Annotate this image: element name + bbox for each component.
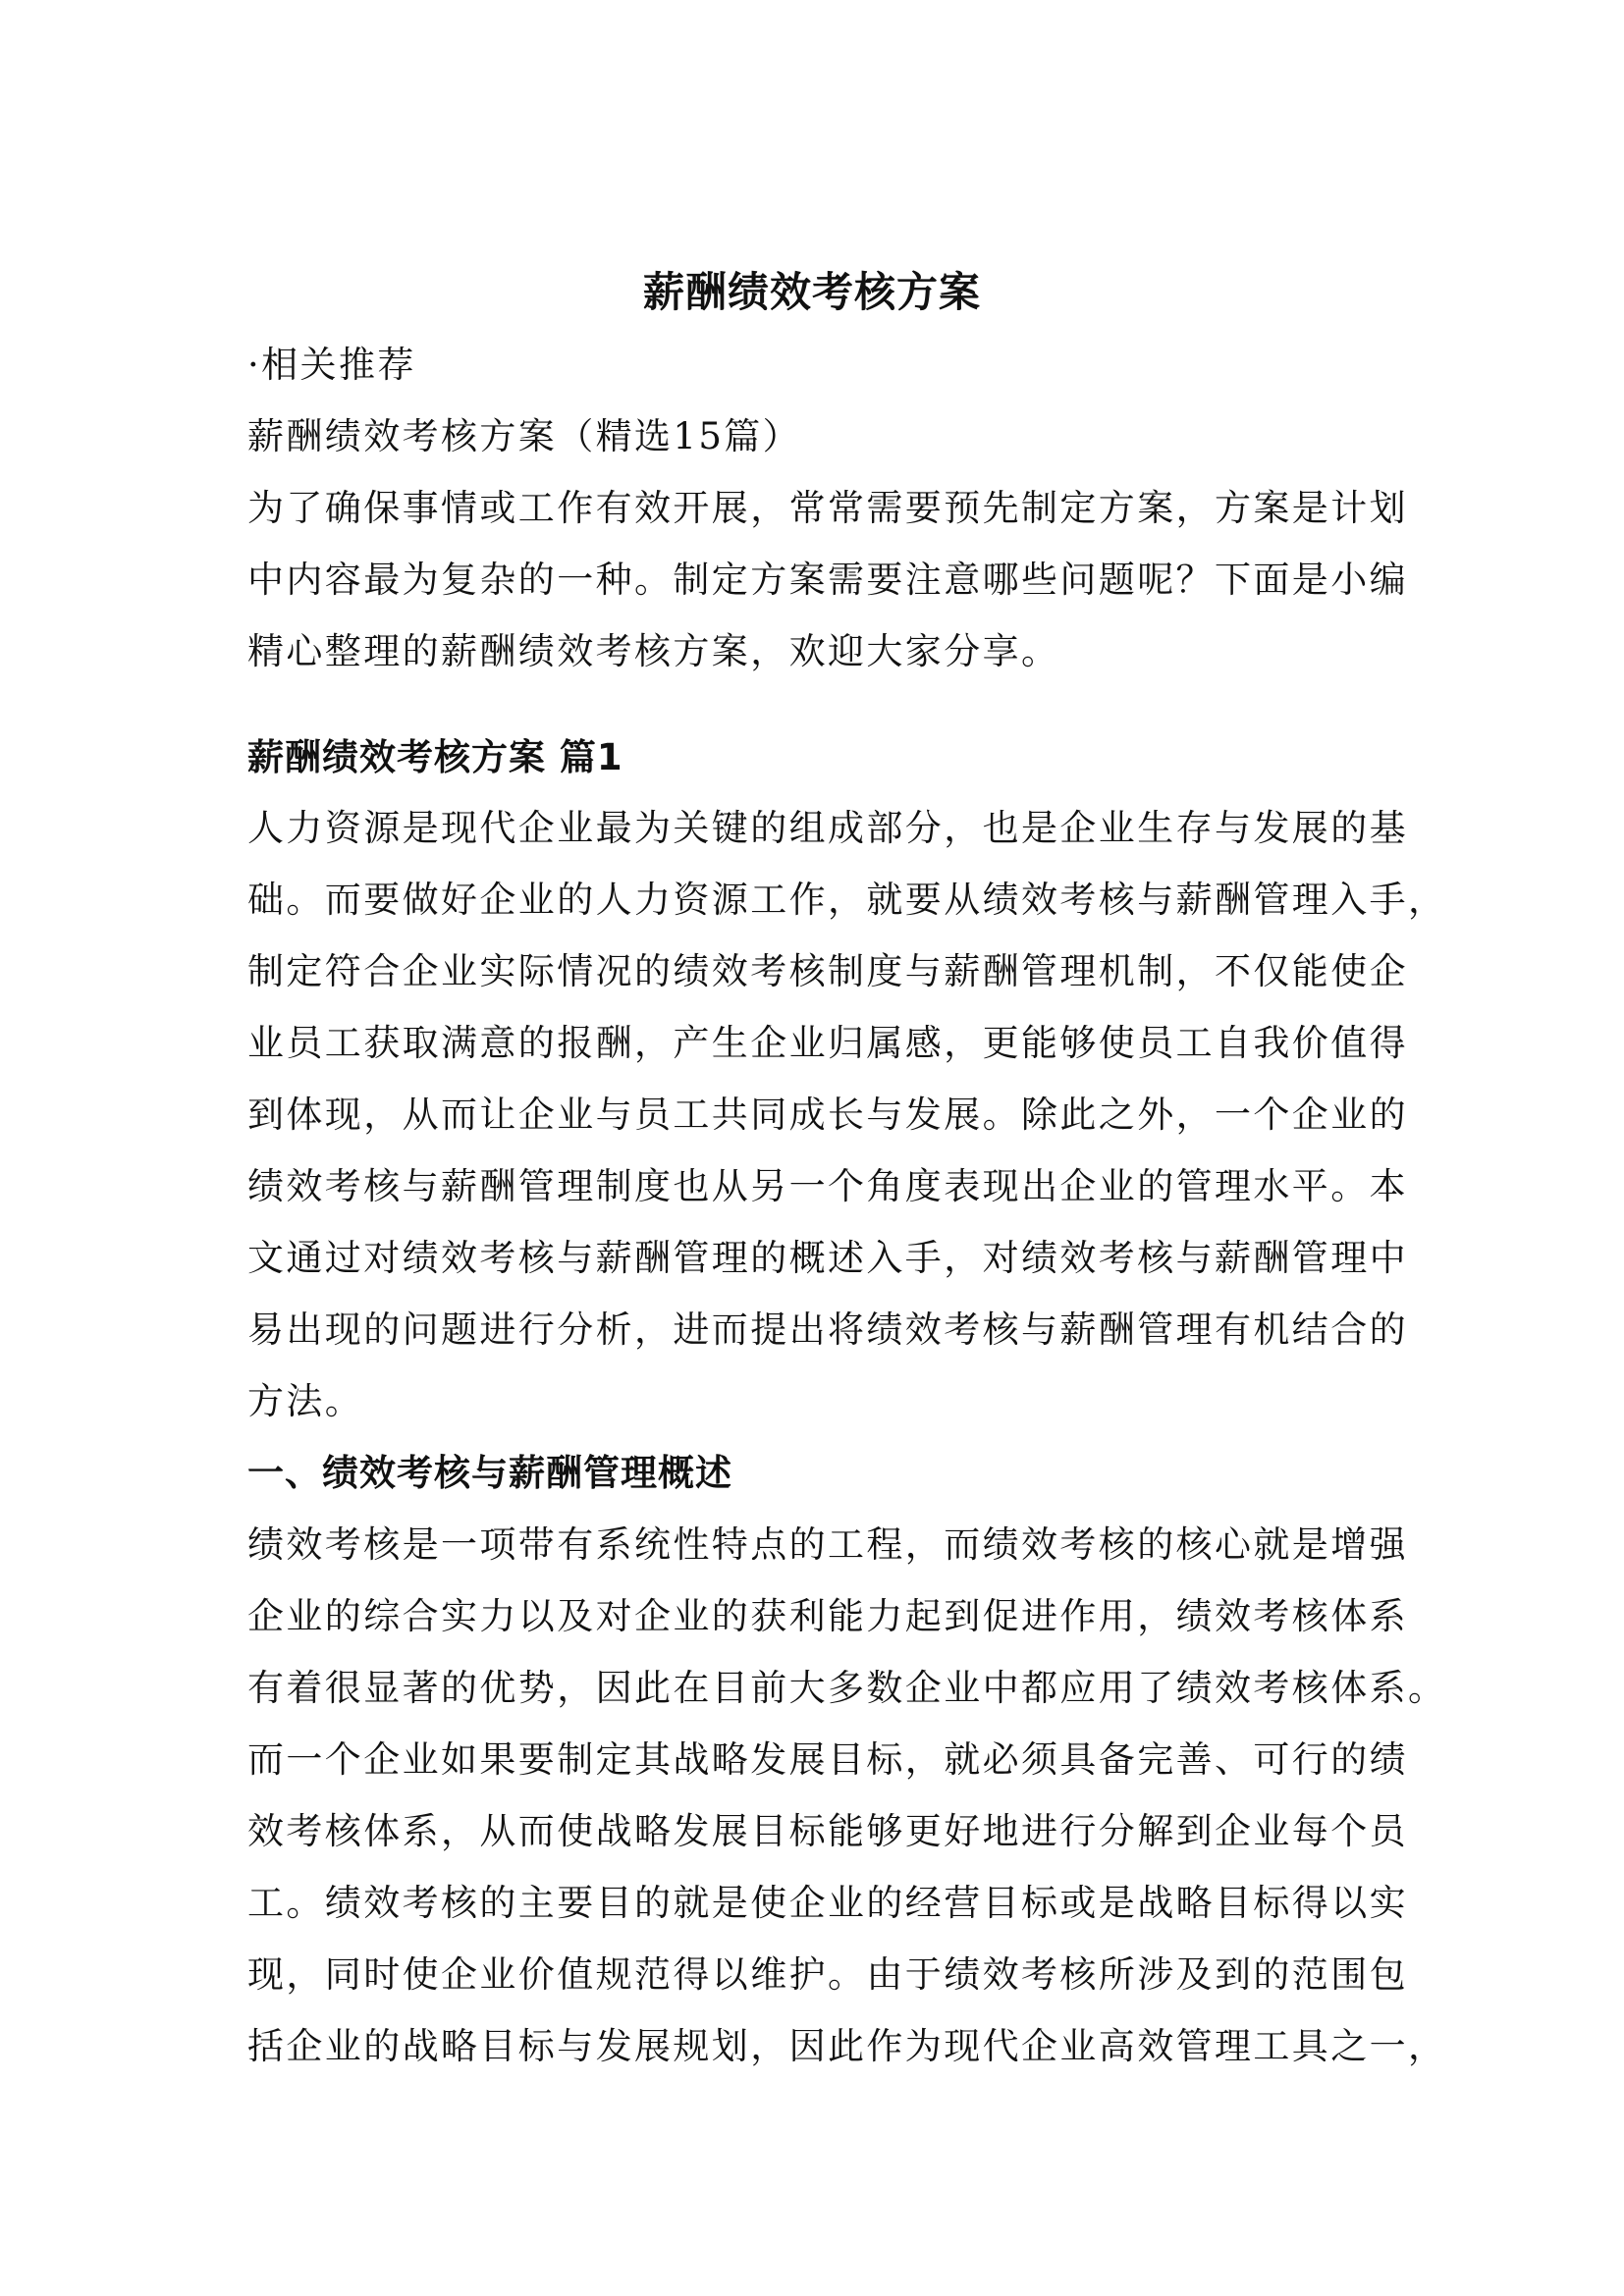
body-line: 效考核体系，从而使战略发展目标能够更好地进行分解到企业每个员 [247,1810,1408,1852]
body-line: 易出现的问题进行分析，进而提出将绩效考核与薪酬管理有机结合的 [247,1308,1408,1351]
intro-line: 中内容最为复杂的一种。制定方案需要注意哪些问题呢？下面是小编 [247,559,1408,601]
body-line: 绩效考核是一项带有系统性特点的工程，而绩效考核的核心就是增强 [247,1523,1408,1566]
body-line: 人力资源是现代企业最为关键的组成部分，也是企业生存与发展的基 [247,807,1408,849]
body-line: 文通过对绩效考核与薪酬管理的概述入手，对绩效考核与薪酬管理中 [247,1237,1408,1279]
body-line: 现，同时使企业价值规范得以维护。由于绩效考核所涉及到的范围包 [247,1953,1408,1996]
body-line: 括企业的战略目标与发展规划，因此作为现代企业高效管理工具之一， [247,2025,1447,2067]
body-line: 到体现，从而让企业与员工共同成长与发展。除此之外，一个企业的 [247,1094,1408,1136]
body-line: 工。绩效考核的主要目的就是使企业的经营目标或是战略目标得以实 [247,1882,1408,1924]
body-line: 绩效考核与薪酬管理制度也从另一个角度表现出企业的管理水平。本 [247,1165,1408,1207]
intro-line: 精心整理的薪酬绩效考核方案，欢迎大家分享。 [247,630,1060,672]
intro-line: 为了确保事情或工作有效开展，常常需要预先制定方案，方案是计划 [247,487,1408,529]
body-line: 业员工获取满意的报酬，产生企业归属感，更能够使员工自我价值得 [247,1022,1408,1064]
body-line: 础。而要做好企业的人力资源工作，就要从绩效考核与薪酬管理入手， [247,879,1447,921]
body-line: 方法。 [247,1380,364,1422]
body-line: 企业的综合实力以及对企业的获利能力起到促进作用，绩效考核体系 [247,1595,1408,1637]
document-title: 薪酬绩效考核方案 [642,268,981,316]
body-line: 有着很显著的优势，因此在目前大多数企业中都应用了绩效考核体系。 [247,1667,1447,1709]
related-label: ·相关推荐 [247,344,416,386]
body-line: 而一个企业如果要制定其战略发展目标，就必须具备完善、可行的绩 [247,1738,1408,1781]
document-subtitle: 薪酬绩效考核方案（精选15篇） [247,415,802,457]
body-line: 制定符合企业实际情况的绩效考核制度与薪酬管理机制，不仅能使企 [247,950,1408,992]
section-heading: 薪酬绩效考核方案 篇1 [247,736,623,778]
subsection-heading: 一、绩效考核与薪酬管理概述 [247,1452,732,1494]
